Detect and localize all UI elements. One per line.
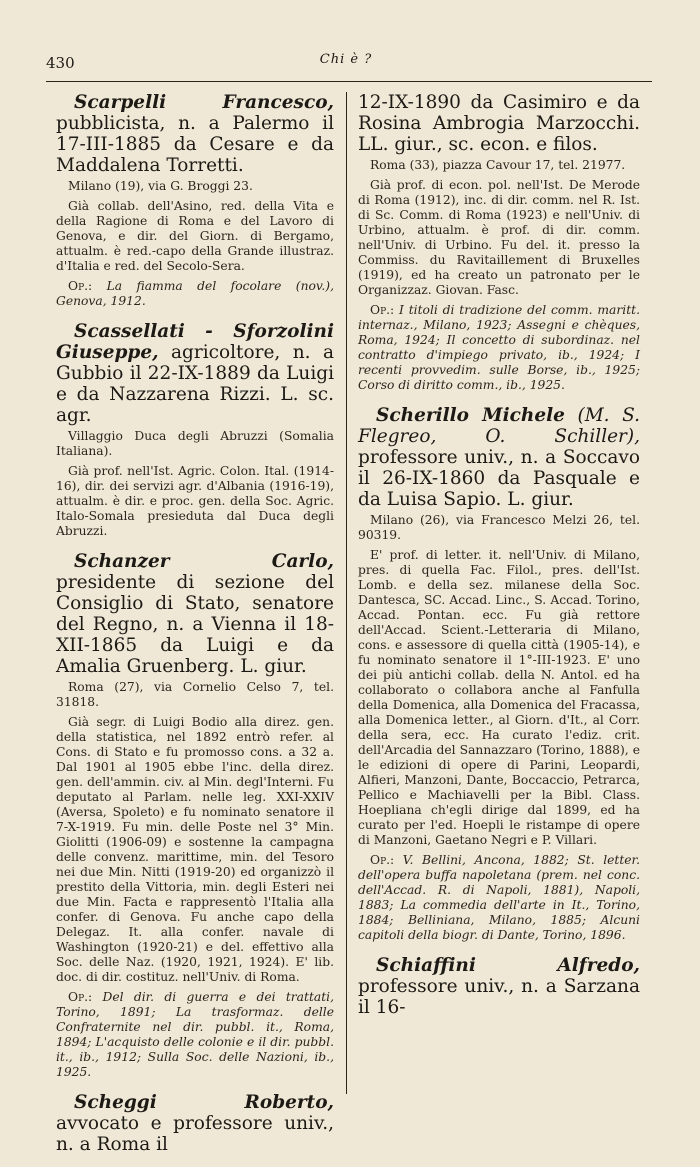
works-text: I titoli di tradizione del comm. maritt. internaz., Milano, 1923; Assegni e chèques, Roma, 1924; Il concetto di subordinaz. nel contratto d'impiego privato, ib., 1924; I recenti provvedim. sulle Borse, ib., 1925; Corso di diritto comm., ib., 1925. <box>358 303 640 392</box>
entry-heading <box>56 321 334 426</box>
entry-heading-text: professore univ., n. a Sarzana il 16- <box>358 976 640 1018</box>
entry-body: Già segr. di Luigi Bodio alla direz. gen. della statistica, nel 1892 entrò refer. al Cons. di Stato e fu promosso cons. a 32 a. Dal 1901 al 1905 ebbe l'inc. della direz. gen. dell'ammin. civ. al Min. degl'Interni. Fu deputato al Parlam. nelle leg. XXI-XXIV (Aversa, Spoleto) e fu nominato senatore il 7-X-1919. Fu min. delle Poste nel 3° Min. Giolitti (1906-09) e sostenne la campagna delle convenz. marittime, min. del Tesoro nei due Min. Nitti (1919-20) ed organizzò il prestito della Vittoria, min. degli Esteri nei due Min. Facta e rappresentò l'Italia alla confer. di Genova. Fu anche capo della Delegaz. It. alla confer. navale di Washington (1920-21) e del. effettivo alla Soc. delle Naz. (1920, 1921, 1924). E' lib. doc. di dir. costituz. nell'Univ. di Roma. <box>56 715 334 984</box>
entry-address: Milano (19), via G. Broggi 23. <box>68 179 253 193</box>
running-title: Chi è ? <box>319 52 373 67</box>
works-label: Op.: <box>370 303 395 317</box>
entry-body: Già collab. dell'Asino, red. della Vita e della Ragione di Roma e del Lavoro di Genova, e dir. del Giorn. di Bergamo, attualm. è red.-capo della Grande illustraz. d'Italia e red. del Secolo-Sera. <box>56 199 334 273</box>
entry-heading-text: avvocato e professore univ., n. a Roma il <box>56 1113 334 1155</box>
page-number: 430 <box>46 54 75 72</box>
entry-heading-text: presidente di sezione del Consiglio di Stato, senatore del Regno, n. a Vienna il 18-XII-1865 da Luigi e da Amalia Gruenberg. L. giur. <box>56 572 334 677</box>
entry-scherillo <box>358 405 640 943</box>
right-column <box>358 92 640 1030</box>
entry-body: E' prof. di letter. it. nell'Univ. di Milano, pres. di quella Fac. Filol., pres. dell'Ist. Lomb. e della sez. milanese della Soc. Dantesca, SC. Accad. Linc., S. Accad. Torino, Accad. Pontan. ecc. Fu già rettore dell'Accad. Scient.-Letteraria di Milano, cons. e assessore di quella città (1905-14), e fu nominato senatore il 1°-III-1923. E' uno dei più antichi collab. della N. Antol. ed ha collaborato o collabora anche al Fanfulla della Domenica, alla Domenica del Fracassa, alla Domenica letter., al Giorn. d'It., al Corr. della sera, ecc. Ha curato l'ediz. crit. dell'Arcadia del Sannazzaro (Torino, 1888), e le edizioni di opere di Parini, Leopardi, Alfieri, Manzoni, Dante, Boccaccio, Petrarca, Pellico e Machiavelli per la Bibl. Class. Hoepliana ch'egli dirige dal 1899, ed ha curato per l'ed. Hoepli le ristampe di opere di Manzoni, Gaetano Negri e P. Villari. <box>358 548 640 847</box>
works-text: La fiamma del focolare (nov.), Genova, 1912. <box>56 279 334 308</box>
entry-address: Villaggio Duca degli Abruzzi (Somalia Italiana). <box>56 429 334 458</box>
entry-works <box>56 279 334 309</box>
column-divider <box>346 92 347 1094</box>
entry-scarpelli <box>56 92 334 309</box>
entry-heading-text: pubblicista, n. a Palermo il 17-III-1885 da Cesare e da Maddalena Torretti. <box>56 113 334 176</box>
entry-schiaffini <box>358 955 640 1018</box>
works-label: Op.: <box>370 853 395 867</box>
entry-scheggi-continued <box>358 92 640 393</box>
entry-heading <box>358 955 640 1018</box>
header-rule <box>46 81 652 82</box>
entry-name: Schanzer Carlo, <box>74 551 334 572</box>
entry-name: Schiaffini Alfredo, <box>376 955 640 976</box>
entry-scassellati <box>56 321 334 539</box>
left-column <box>56 92 334 1167</box>
entry-address: Roma (27), via Cornelio Celso 7, tel. 31818. <box>56 680 334 709</box>
entry-scheggi <box>56 1092 334 1155</box>
entry-heading <box>56 551 334 677</box>
entry-works <box>358 303 640 393</box>
page-header <box>46 50 646 76</box>
works-label: Op.: <box>68 279 93 293</box>
entry-works <box>56 990 334 1080</box>
entry-works <box>358 853 640 943</box>
works-text: V. Bellini, Ancona, 1882; St. letter. dell'opera buffa napoletana (prem. nel conc. dell'Accad. R. di Napoli, 1881), Napoli, 1883; La commedia dell'arte in It., Torino, 1884; Belliniana, Milano, 1885; Alcuni capitoli della biogr. di Dante, Torino, 1896. <box>358 853 640 942</box>
works-label: Op.: <box>68 990 93 1004</box>
entry-address: Roma (33), piazza Cavour 17, tel. 21977. <box>370 158 626 172</box>
entry-name: Scheggi Roberto, <box>74 1092 334 1113</box>
entry-schanzer <box>56 551 334 1080</box>
entry-name: Scarpelli Francesco, <box>74 92 334 113</box>
entry-body: Già prof. di econ. pol. nell'Ist. De Merode di Roma (1912), inc. di dir. comm. nel R. Ist. di Sc. Comm. di Roma (1923) e nell'Univ. di Urbino, attualm. è prof. di dir. comm. nell'Univ. di Urbino. Fu del. it. presso la Commiss. du Ravitaillement di Bruxelles (1919), ed ha creato un patronato per le Organizzaz. Giovan. Fasc. <box>358 178 640 297</box>
entry-name: Scassellati - Sforzolini Giuseppe, <box>56 321 334 363</box>
entry-heading <box>56 1092 334 1155</box>
entry-heading-continued: 12-IX-1890 da Casimiro e da Rosina Ambrogia Marzocchi. LL. giur., sc. econ. e filos. <box>358 92 640 155</box>
entry-heading <box>358 405 640 510</box>
entry-name-alias: (M. S. Flegreo, O. Schiller), <box>358 405 640 447</box>
entry-body: Già prof. nell'Ist. Agric. Colon. Ital. (1914-16), dir. dei servizi agr. d'Albania (1916-19), attualm. è dir. e proc. gen. della Soc. Agric. Italo-Somala presieduta dal Duca degli Abruzzi. <box>56 464 334 538</box>
works-text: Del dir. di guerra e dei trattati, Torino, 1891; La trasformaz. delle Confraternite nel dir. pubbl. it., Roma, 1894; L'acquisto delle colonie e il dir. pubbl. it., ib., 1912; Sulla Soc. delle Nazioni, ib., 1925. <box>56 990 334 1079</box>
entry-address: Milano (26), via Francesco Melzi 26, tel. 90319. <box>358 513 640 542</box>
entry-heading <box>56 92 334 176</box>
entry-heading-text: agricoltore, n. a Gubbio il 22-IX-1889 da Luigi e da Nazzarena Rizzi. L. sc. agr. <box>56 342 334 426</box>
entry-name: Scherillo Michele <box>376 405 565 426</box>
entry-heading-text: professore univ., n. a Soccavo il 26-IX-1860 da Pasquale e da Luisa Sapio. L. giur. <box>358 447 640 510</box>
